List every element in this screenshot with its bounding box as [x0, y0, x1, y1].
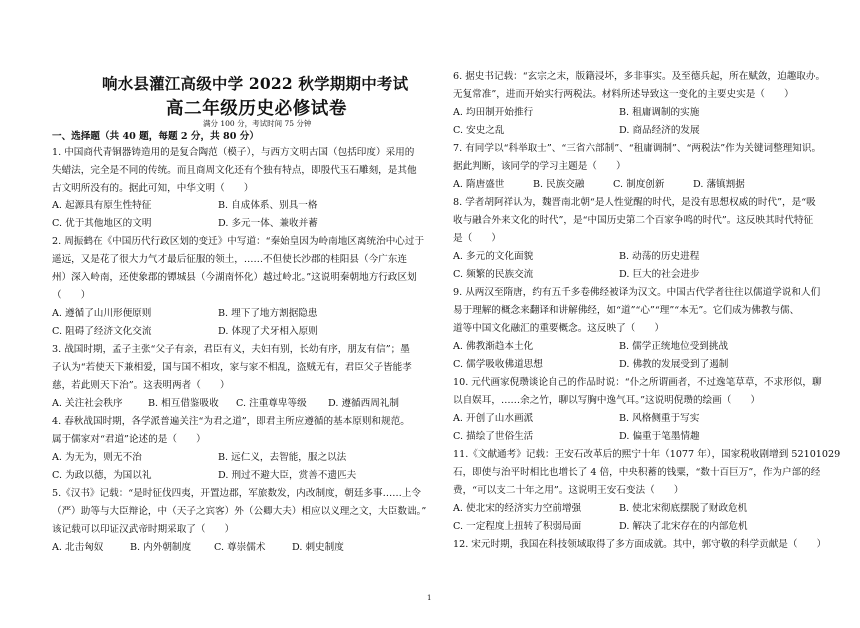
q9-option-d: D. 佛教的发展受到了遏制 — [619, 359, 729, 370]
q1-option-c: C. 优于其他地区的文明 — [52, 218, 152, 229]
q6-option-c: C. 安史之乱 — [453, 125, 505, 136]
q3-line-3: 慈，若此则天下治”。这表明两者（ ） — [52, 380, 230, 391]
q2-option-b: B. 埋下了地方割据隐患 — [218, 308, 318, 319]
q9-line-1: 9. 从两汉至隋唐，约有五千多卷佛经被译为汉文。中国古代学者往往以儒道学说和人们 — [453, 287, 821, 298]
q7-line-1: 7. 有同学以“科举取士”、“三省六部制”、“租庸调制”、“两税法”作为关键词整理知识。 — [453, 143, 822, 154]
q4-line-1: 4. 春秋战国时期，各学派普遍关注“为君之道”，即君主所应遵循的基本原则和规范。 — [52, 416, 410, 427]
q5-line-2: （严）助等与大臣辩论，中（天子之宾客）外（公卿大夫）相应以义理之文，大臣数诎。” — [52, 506, 427, 517]
q11-line-2: 石，即使与治平时相比也增长了 4 倍，中央积蓄的钱粟，“数十百巨万”，作为户部的经 — [453, 467, 821, 478]
section-heading: 一、选择题（共 40 题，每题 2 分，共 80 分） — [52, 131, 259, 142]
q10-option-c: C. 描绘了世俗生活 — [453, 431, 534, 442]
q1-line-2: 失蜡法，完全是不同的传统。而且商周文化还有个独有特点，即殷代玉石雕刻，是其他 — [52, 165, 417, 176]
q7-option-c: C. 制度创新 — [613, 179, 665, 190]
q11-option-d: D. 解决了北宋存在的内部危机 — [619, 521, 748, 532]
q4-option-b: B. 远仁义，去智能，服之以法 — [218, 452, 347, 463]
q7-line-2: 据此判断，该同学的学习主题是（ ） — [453, 161, 626, 172]
q8-option-a: A. 多元的文化面貌 — [453, 251, 534, 262]
q1-option-d: D. 多元一体、兼收并蓄 — [218, 218, 318, 229]
q5-option-d: D. 刺史制度 — [292, 542, 344, 553]
q10-option-b: B. 风格侧重于写实 — [619, 413, 700, 424]
q5-line-3: 该记载可以印证汉武帝时期采取了（ ） — [52, 524, 235, 535]
q4-line-2: 属于儒家对“君道”论述的是（ ） — [52, 434, 206, 445]
q1-line-1: 1. 中国商代青铜器铸造用的是复合陶范（模子），与西方文明古国（包括印度）采用的 — [52, 147, 415, 158]
q5-option-a: A. 北击匈奴 — [52, 542, 104, 553]
q3-line-1: 3. 战国时期，孟子主张“父子有亲，君臣有义，夫妇有别，长幼有序，朋友有信”；墨 — [52, 344, 410, 355]
q6-option-a: A. 均田制开始推行 — [453, 107, 534, 118]
q8-option-d: D. 巨大的社会进步 — [619, 269, 700, 280]
q1-line-3: 古文明所没有的。据此可知，中华文明（ ） — [52, 183, 254, 194]
q2-line-3: 州）深入岭南，还使象郡的镡城县（今湖南怀化）越过岭北。”这说明秦朝地方行政区划 — [52, 272, 417, 283]
q2-option-a: A. 遵循了山川形便原则 — [52, 308, 152, 319]
q8-line-1: 8. 学者胡阿祥认为，魏晋南北朝“是人性觉醒的时代，是没有思想权威的时代”，是“吸 — [453, 197, 816, 208]
q2-line-4: （ ） — [52, 290, 91, 301]
q11-line-1: 11.《文献通考》记载：王安石改革后的熙宁十年（1077 年），国家税收剧增到 52101029 — [453, 449, 841, 460]
q1-option-a: A. 起源具有原生性特征 — [52, 200, 152, 211]
q2-option-d: D. 体现了犬牙相入原则 — [218, 326, 318, 337]
q9-option-b: B. 儒学正统地位受到挑战 — [619, 341, 729, 352]
q7-option-d: D. 藩镇割据 — [693, 179, 745, 190]
q4-option-c: C. 为政以德，为国以礼 — [52, 470, 152, 481]
q7-option-a: A. 隋唐盛世 — [453, 179, 505, 190]
q9-line-3: 道等中国文化融汇的重要概念。这反映了（ ） — [453, 323, 665, 334]
q2-line-2: 遥远，又是花了很大力气才最后征服的领土，……不但使长沙郡的桂阳县（今广东连 — [52, 254, 407, 265]
q6-option-b: B. 租庸调制的实施 — [619, 107, 700, 118]
q3-option-c: C. 注重尊卑等级 — [236, 398, 307, 409]
exam-subtitle: 高二年级历史必修试卷 — [166, 99, 347, 119]
q8-line-2: 收与融合外来文化的时代”，是“中国历史第二个百家争鸣的时代”。这反映其时代特征 — [453, 215, 814, 226]
q5-option-c: C. 尊崇儒术 — [214, 542, 266, 553]
q4-option-d: D. 刑过不避大臣，赏善不遗匹夫 — [218, 470, 357, 481]
q11-line-3: 费，“可以支二十年之用”。这说明王安石变法（ ） — [453, 485, 684, 496]
q4-option-a: A. 为无为，则无不治 — [52, 452, 142, 463]
q6-line-1: 6. 据史书记载：“玄宗之末，版籍浸坏，多非事实。及至德兵起，所在赋敛，迫趣取办。 — [453, 71, 826, 82]
q10-line-1: 10. 元代画家倪瓒谈论自己的作品时说：“仆之所谓画者，不过逸笔草草，不求形似，聊 — [453, 377, 822, 388]
q10-option-a: A. 开创了山水画派 — [453, 413, 534, 424]
q9-option-c: C. 儒学吸收佛道思想 — [453, 359, 543, 370]
q11-option-c: C. 一定程度上扭转了积弱局面 — [453, 521, 582, 532]
q5-option-b: B. 内外朝制度 — [130, 542, 192, 553]
q11-option-a: A. 使北宋的经济实力空前增强 — [453, 503, 582, 514]
q12-line-1: 12. 宋元时期，我国在科技领域取得了多方面成就。其中，郭守敬的科学贡献是（ ） — [453, 539, 827, 550]
q9-option-a: A. 佛教渐趋本土化 — [453, 341, 534, 352]
exam-title: 响水县灌江高级中学 2022 秋学期期中考试 — [102, 74, 409, 93]
q9-line-2: 易于理解的概念来翻译和讲解佛经，如“道”“心”“理”“本无”。它们成为佛教与儒、 — [453, 305, 800, 316]
q2-option-c: C. 阻碍了经济文化交流 — [52, 326, 152, 337]
q8-option-c: C. 频繁的民族交流 — [453, 269, 534, 280]
exam-note: 满分 100 分，考试时间 75 分钟 — [203, 119, 312, 128]
q5-line-1: 5.《汉书》记载：“是时征伐四夷，开置边郡，军旅数发，内改制度，朝廷多事……上令 — [52, 488, 422, 499]
q8-line-3: 是（ ） — [453, 233, 501, 244]
q11-option-b: B. 使北宋彻底摆脱了财政危机 — [619, 503, 748, 514]
q3-option-a: A. 关注社会秩序 — [52, 398, 123, 409]
q10-option-d: D. 偏重于笔墨情趣 — [619, 431, 700, 442]
q8-option-b: B. 动荡的历史进程 — [619, 251, 700, 262]
q1-option-b: B. 自成体系、别具一格 — [218, 200, 318, 211]
q3-option-d: D. 遵循西周礼制 — [328, 398, 400, 409]
page-number: 1 — [427, 594, 432, 602]
q2-line-1: 2. 周振鹤在《中国历代行政区划的变迁》中写道：“秦始皇因为岭南地区离统治中心过于 — [52, 236, 425, 247]
q7-option-b: B. 民族交融 — [533, 179, 585, 190]
q6-option-d: D. 商品经济的发展 — [619, 125, 700, 136]
q3-option-b: B. 相互借鉴吸收 — [148, 398, 219, 409]
q6-line-2: 无复常准”，进而开始实行两税法。材料所述导致这一变化的主要史实是（ ） — [453, 89, 794, 100]
q3-line-2: 子认为“若使天下兼相爱，国与国不相攻，家与家不相乱，盗贼无有，君臣父子皆能孝 — [52, 362, 412, 373]
q10-line-2: 以自娱耳，……余之竹，聊以写胸中逸气耳。”这说明倪瓒的绘画（ ） — [453, 395, 761, 406]
